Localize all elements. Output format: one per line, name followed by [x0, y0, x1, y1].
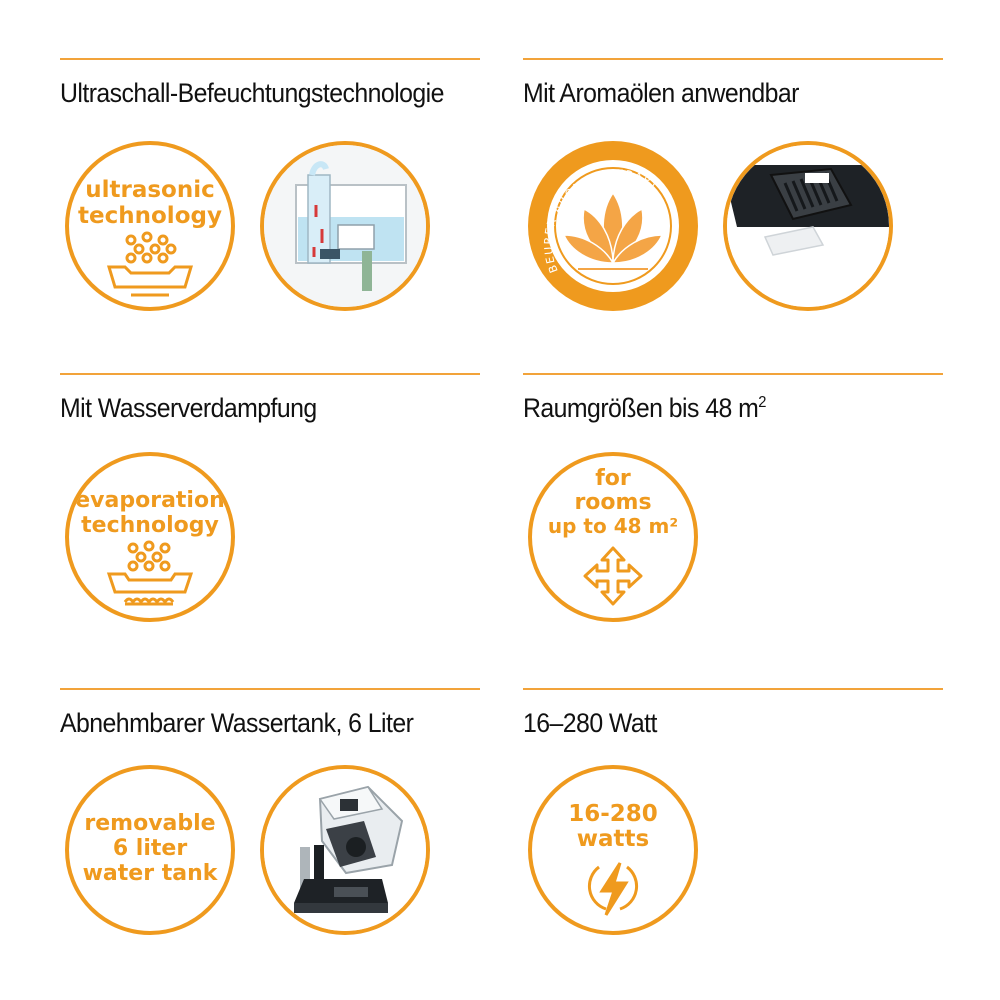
lightning-icon	[532, 769, 694, 931]
badge-line-2: technology	[81, 513, 219, 538]
section-divider	[60, 688, 480, 690]
badge-line-2: technology	[78, 203, 222, 229]
aroma-arc-text: BEURER AROMA THERAPY	[541, 167, 662, 275]
section-title-sup: 2	[758, 394, 766, 411]
section-room-size	[523, 373, 943, 673]
section-title	[523, 393, 766, 424]
badge-line-1: for	[595, 466, 631, 491]
section-water-tank	[60, 688, 480, 988]
watts-badge	[528, 765, 698, 935]
section-title: Mit Wasserverdampfung	[60, 393, 317, 423]
ultrasonic-bowl-icon	[69, 145, 231, 307]
ultrasonic-badge	[65, 141, 235, 311]
section-title: Abnehmbarer Wassertank, 6 Liter	[60, 708, 414, 738]
tank-diagram-photo	[260, 141, 430, 311]
badge-line-3: water tank	[82, 861, 218, 886]
section-watts	[523, 688, 943, 988]
badge-line-2: watts	[576, 826, 650, 852]
section-title: Ultraschall-Befeuchtungstechnologie	[60, 78, 444, 108]
evaporation-badge	[65, 452, 235, 622]
badge-line-1: ultrasonic	[85, 177, 215, 203]
four-arrows-icon	[532, 456, 694, 618]
water-tank-photo	[260, 765, 430, 935]
section-ultrasonic	[60, 58, 480, 358]
section-title-main: Raumgrößen bis 48 m	[523, 393, 759, 423]
water-tank-badge	[65, 765, 235, 935]
section-divider	[60, 373, 480, 375]
badge-line-2: 6 liter	[112, 836, 188, 861]
section-divider	[60, 58, 480, 60]
section-divider	[523, 373, 943, 375]
badge-line-3: up to 48 m²	[547, 514, 679, 538]
section-divider	[523, 58, 943, 60]
aroma-therapy-badge	[528, 141, 698, 311]
badge-line-1: removable	[84, 811, 216, 836]
room-size-badge	[528, 452, 698, 622]
aroma-pad-drawer-photo	[723, 141, 893, 311]
evaporation-bowl-icon	[69, 456, 231, 618]
section-title: Mit Aromaölen anwendbar	[523, 78, 799, 108]
badge-line-2: rooms	[574, 490, 652, 515]
section-aroma	[523, 58, 943, 358]
section-evaporation	[60, 373, 480, 673]
badge-line-1: 16-280	[568, 801, 658, 827]
badge-line-1: evaporation	[75, 488, 225, 513]
section-title: 16–280 Watt	[523, 708, 657, 738]
section-divider	[523, 688, 943, 690]
